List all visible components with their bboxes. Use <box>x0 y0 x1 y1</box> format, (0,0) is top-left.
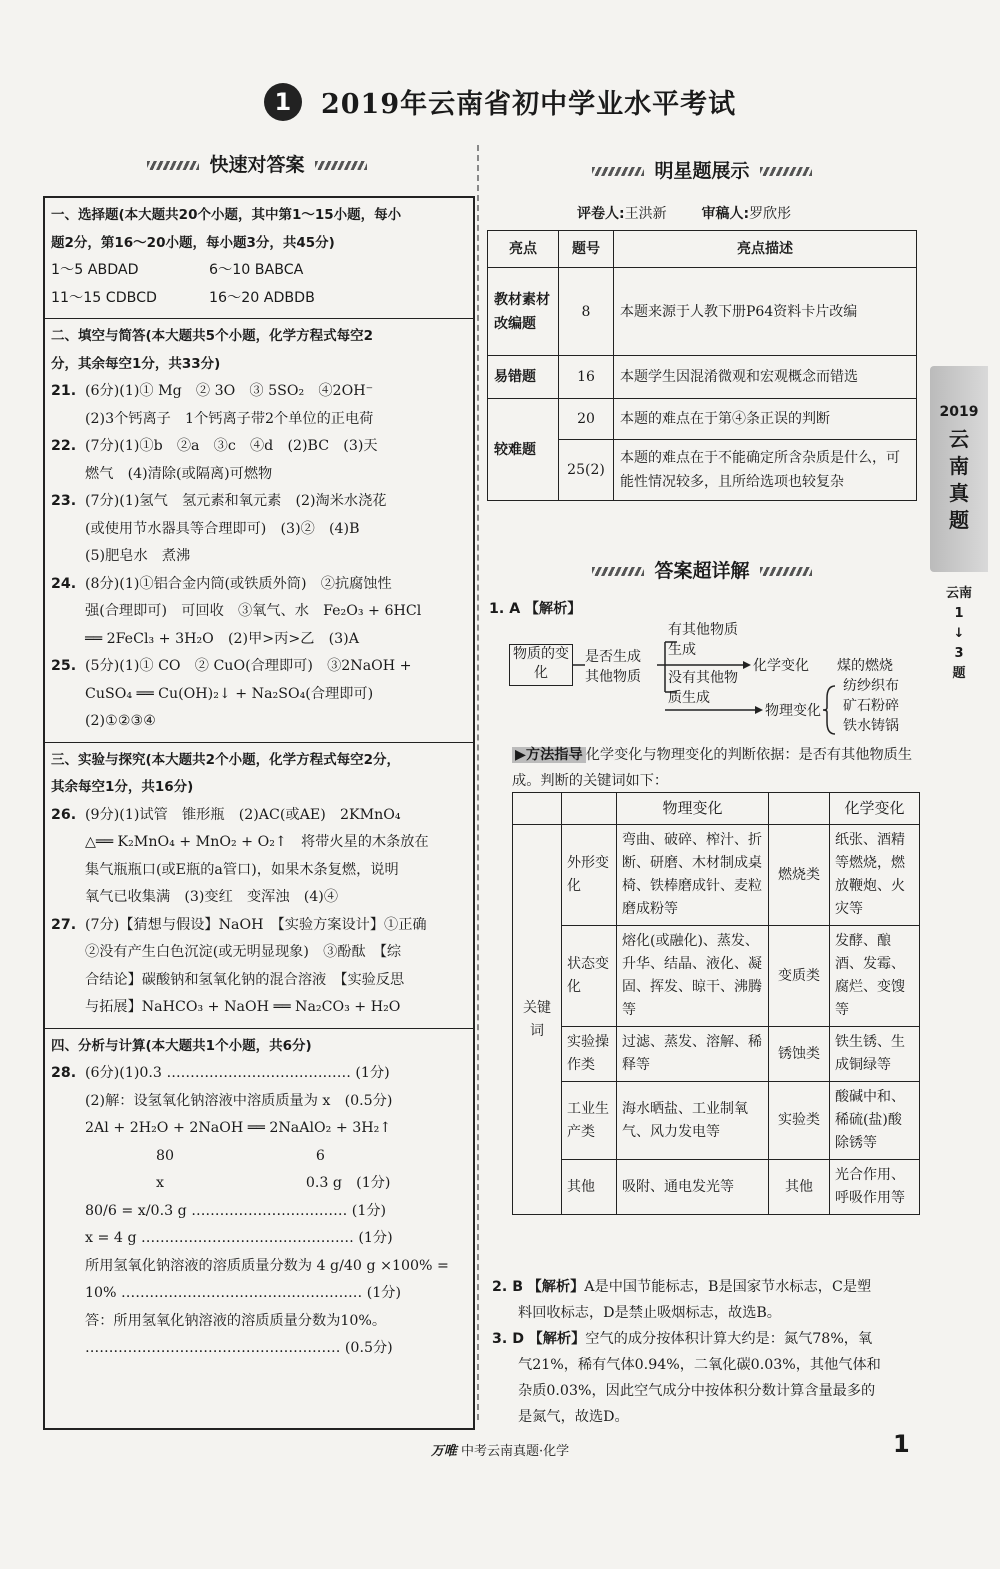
column-divider <box>477 145 479 1420</box>
method-guide: ▶方法指导 化学变化与物理变化的判断依据：是否有其他物质生成。判断的关键词如下： <box>512 747 913 789</box>
quick-answer-box <box>43 196 475 1430</box>
diagram-root: 物质的变化 <box>509 644 573 686</box>
answer-line: 与拓展】NaHCO₃ + NaOH ══ Na₂CO₃ + H₂O <box>85 999 401 1015</box>
hatch-decoration-icon <box>592 567 644 576</box>
answer-line: (2)3个钙离子 1个钙离子带2个单位的正电荷 <box>85 410 374 427</box>
table-row: 其他 吸附、通电发光等 其他 光合作用、呼吸作用等 <box>513 1160 920 1215</box>
diagram-yes: 有其他物质生成 <box>668 622 738 658</box>
answer-line: △══ K₂MnO₄ + MnO₂ + O₂↑ 将带火星的木条放在 <box>85 834 429 850</box>
hatch-decoration-icon <box>760 567 812 576</box>
answer-line: 10% …………………………………………… (1分) <box>85 1285 402 1301</box>
answer-line: 22. (7分)(1)①b ②a ③c ④d (2)BC (3)天 <box>51 438 378 454</box>
table-row: 25(2) 本题的难点在于不能确定所含杂质是什么，可能性情况较多，且所给选项也较复杂 <box>488 440 917 501</box>
q3-answer: 3. D 【解析】空气的成分按体积计算大约是：氮气78%，氧 气21%，稀有气体0.94%，二氧化碳0.03%，其他气体和 杂质0.03%，因此空气成分中按体积分数计算含量最多的 是氮气，故选D。 <box>492 1331 881 1425</box>
answer-line: 80 6 <box>85 1147 325 1164</box>
diagram-no: 没有其他物质生成 <box>668 670 738 706</box>
diagram-phys: 物理变化 <box>765 703 821 719</box>
table-row: 较难题 20 本题的难点在于第④条正误的判断 <box>488 399 917 440</box>
hatch-decoration-icon <box>760 167 812 176</box>
answer-line: 答：所用氢氧化钠溶液的溶质质量分数为10%。 <box>85 1312 387 1329</box>
section-header: 分，其余每空1分，共33分) <box>51 355 221 372</box>
table-row: 状态变化 熔化(或融化)、蒸发、升华、结晶、液化、凝固、挥发、晾干、沸腾等 变质类 发酵、酿酒、发霉、腐烂、变馊等 <box>513 926 920 1027</box>
answer-line: 21. (6分)(1)① Mg ② 3O ③ 5SO₂ ④2OH⁻ <box>51 383 374 399</box>
page-title <box>0 82 1000 121</box>
answer-line: (5)肥皂水 煮沸 <box>85 548 191 564</box>
side-tab: 2019 云 南 真 题 <box>930 366 988 572</box>
answer-line: (2)①②③④ <box>85 713 156 729</box>
answer-line: (或使用节水器具等合理即可) (3)② (4)B <box>85 520 360 537</box>
table-header: 亮点 <box>488 231 559 268</box>
answer-line: 合结论】碳酸钠和氢氧化钠的混合溶液 【实验反思 <box>85 971 405 988</box>
table-header: 物理变化 <box>617 793 769 825</box>
keyword-table <box>512 792 920 1215</box>
answer-line: 强(合理即可) 可回收 ③氧气、水 Fe₂O₃ + 6HCl <box>85 603 422 619</box>
section-header: 二、填空与简答(本大题共5个小题，化学方程式每空2 <box>51 328 373 344</box>
section-header: 其余每空1分，共16分) <box>51 779 194 795</box>
side-range: 云南 1 ↓ 3 题 <box>945 586 972 681</box>
diagram-phys-examples: 纺纱织布 矿石粉碎 铁水铸锅 <box>843 678 899 734</box>
left-heading: 快速对答案 <box>43 150 471 177</box>
table-row: 易错题 16 本题学生因混淆微观和宏观概念而错选 <box>488 356 917 399</box>
section-choice <box>45 198 473 319</box>
answer-line: 氧气已收集满 (3)变红 变浑浊 (4)④ <box>85 889 339 905</box>
answer-row: 11～15 CDBCD 16～20 ADBDB <box>51 289 315 306</box>
table-row: 实验操作类 过滤、蒸发、溶解、稀释等 锈蚀类 铁生锈、生成铜绿等 <box>513 1027 920 1082</box>
answer-line: 23. (7分)(1)氢气 氢元素和氧元素 (2)淘米水浇花 <box>51 493 387 509</box>
method-label: ▶方法指导 <box>512 747 586 763</box>
section-calc <box>45 1029 473 1369</box>
answer-line: 2Al + 2H₂O + 2NaOH ══ 2NaAlO₂ + 3H₂↑ <box>85 1120 392 1136</box>
table-row: 工业生产类 海水晒盐、工业制氧气、风力发电等 实验类 酸碱中和、稀硫(盐)酸除锈等 <box>513 1082 920 1160</box>
answer-line: x 0.3 g (1分) <box>85 1175 391 1191</box>
change-diagram <box>505 620 925 735</box>
footer-text: 中考云南真题·化学 <box>461 1444 570 1459</box>
answer-line: 26. (9分)(1)试管 锥形瓶 (2)AC(或AE) 2KMnO₄ <box>51 806 401 823</box>
hatch-decoration-icon <box>315 161 367 170</box>
right-heading: 明星题展示 <box>487 156 917 183</box>
table-header: 化学变化 <box>829 793 919 825</box>
section-header: 四、分析与计算(本大题共1个小题，共6分) <box>51 1037 312 1054</box>
answer-line: 28. (6分)(1)0.3 ………………………………… (1分) <box>51 1065 390 1081</box>
footer <box>0 1440 1000 1459</box>
q2-answer: 2. B 【解析】A是中国节能标志，B是国家节水标志，C是塑 料回收标志，D是禁止吸烟标志，故选B。 <box>492 1279 872 1321</box>
table-header: 题号 <box>559 231 614 268</box>
answer-line: 27. (7分)【猜想与假设】NaOH 【实验方案设计】①正确 <box>51 916 427 933</box>
answer-line: ══ 2FeCl₃ + 3H₂O (2)甲>丙>乙 (3)A <box>85 630 359 647</box>
answer-line: 所用氢氧化钠溶液的溶质质量分数为 4 g/40 g ×100% = <box>85 1257 449 1274</box>
highlight-table <box>487 230 917 501</box>
answer-line: CuSO₄ ══ Cu(OH)₂↓ + Na₂SO₄(合理即可) <box>85 685 374 702</box>
answer-line: 25. (5分)(1)① CO ② CuO(合理即可) ③2NaOH + <box>51 658 412 674</box>
answer-row: 1～5 ABDAD 6～10 BABCA <box>51 262 304 278</box>
answer-line: (2)解：设氢氧化钠溶液中溶质质量为 x (0.5分) <box>85 1092 393 1109</box>
answer-line: ②没有产生白色沉淀(或无明显现象) ③酚酞 【综 <box>85 944 402 960</box>
diagram-chem: 化学变化 <box>753 658 809 674</box>
hatch-decoration-icon <box>592 167 644 176</box>
right-heading-2: 答案超详解 <box>487 556 917 583</box>
title-number: 1 <box>264 83 302 121</box>
diagram-chem-example: 煤的燃烧 <box>837 658 893 674</box>
diagram-question: 是否生成 其他物质 <box>585 649 641 685</box>
answer-line: 80/6 = x/0.3 g …………………………… (1分) <box>85 1202 387 1219</box>
table-row: 教材素材改编题 8 本题来源于人教下册P64资料卡片改编 <box>488 268 917 356</box>
section-header: 题2分，第16～20小题，每小题3分，共45分) <box>51 234 335 251</box>
q1-label: 1. A 【解析】 <box>489 601 582 617</box>
answer-line: 集气瓶瓶口(或E瓶的a管口)，如果木条复燃，说明 <box>85 861 399 878</box>
page-number: 1 <box>893 1430 910 1458</box>
answer-line: x = 4 g ……………………………………… (1分) <box>85 1230 393 1246</box>
answer-line: 24. (8分)(1)①铝合金内筒(或铁质外筒) ②抗腐蚀性 <box>51 575 392 592</box>
answer-line: 燃气 (4)清除(或隔离)可燃物 <box>85 465 273 482</box>
brand-logo: 万唯 <box>430 1444 457 1459</box>
section-header: 一、选择题(本大题共20个小题，其中第1～15小题，每小 <box>51 207 402 223</box>
answer-line: ……………………………………………… (0.5分) <box>85 1340 393 1356</box>
reviewers: 评卷人:王洪新 审稿人:罗欣彤 <box>577 206 792 222</box>
table-header: 亮点描述 <box>614 231 917 268</box>
table-row: 关键词 外形变化 弯曲、破碎、榨汁、折断、研磨、木材制成桌椅、铁棒磨成针、麦粒磨成粉等 燃烧类 纸张、酒精等燃烧，燃放鞭炮、火灾等 <box>513 825 920 926</box>
section-experiment <box>45 743 473 1029</box>
hatch-decoration-icon <box>147 161 199 170</box>
title-text: 2019年云南省初中学业水平考试 <box>320 89 737 120</box>
section-header: 三、实验与探究(本大题共2个小题，化学方程式每空2分， <box>51 751 400 768</box>
section-fill <box>45 319 473 743</box>
